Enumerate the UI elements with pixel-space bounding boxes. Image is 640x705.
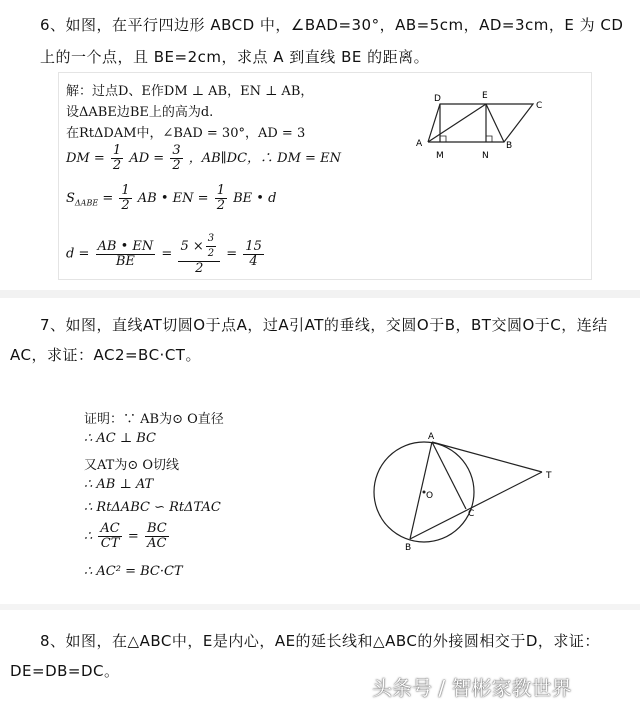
- q6-solution-line5: [66, 184, 276, 213]
- dm-eq-label: DM =: [66, 151, 105, 166]
- ad-eq-label: AD =: [129, 151, 165, 166]
- eq-sign-2: =: [226, 246, 238, 262]
- section-separator-2: [0, 604, 640, 610]
- q6-solution-line4: [66, 144, 341, 173]
- label-e: E: [482, 91, 488, 101]
- q7-line1: 7、如图，直线AT切圆O于点A，过A引AT的垂线，交圆O于B，BT交圆O于C，连结: [40, 316, 608, 334]
- q6-line1: 6、如图，在平行四边形 ABCD 中，∠BAD=30°，AB=5cm，AD=3cm，E 为 CD: [40, 16, 624, 34]
- q7-line2: AC，求证：AC2=BC·CT。: [10, 346, 201, 364]
- section-separator-1: [0, 290, 640, 298]
- q7-proof-line2: ∴ AC ⊥ BC: [84, 431, 156, 446]
- label-a: A: [428, 432, 435, 442]
- area-be-d: BE • d: [233, 191, 277, 206]
- area-eq-sign: =: [102, 191, 114, 206]
- q7-proof-line7: ∴ AC² = BC·CT: [84, 564, 183, 579]
- q7-proof-line5: ∴ RtΔABC ∽ RtΔTAC: [84, 500, 221, 515]
- fraction-ac-ct: $\frac{AC}{CT}$: [100, 521, 120, 551]
- q6-solution-line2: 设ΔABE边BE上的高为d.: [66, 105, 214, 120]
- q7-proof-line4: ∴ AB ⊥ AT: [84, 477, 154, 492]
- q6-line2: 上的一个点，且 BE=2cm，求点 A 到直线 BE 的距离。: [40, 48, 430, 66]
- label-d: D: [434, 94, 441, 104]
- fraction-one-half: $\frac{1}{2}$: [112, 143, 122, 173]
- q7-proof-line6: [84, 522, 171, 551]
- label-b: B: [506, 141, 513, 151]
- q6-solution-line3: 在RtΔDAM中，∠BAD = 30°，AD = 3: [66, 126, 306, 141]
- fraction-bc-ac: $\frac{BC}{AC}$: [146, 521, 167, 551]
- label-c: C: [536, 101, 543, 111]
- fraction-three-halves: $\frac{3}{2}$: [172, 143, 181, 173]
- fraction-one-half-a: $\frac{1}{2}$: [121, 183, 130, 213]
- q7-proof-line3: 又AT为⊙ O切线: [84, 458, 180, 473]
- parallel-note: ，AB∥DC，∴ DM = EN: [188, 151, 341, 166]
- watermark-text: 头条号 / 智彬家教世界: [372, 676, 572, 700]
- fraction-fifteen-quarters: $\frac{15}{4}$: [245, 238, 262, 269]
- parallelogram-diagram: [408, 86, 558, 166]
- circle-tangent-diagram: [360, 424, 580, 554]
- label-a: A: [416, 139, 423, 149]
- eq-sign-1: =: [161, 246, 173, 262]
- q6-solution-line1: 解：过点D、E作DM ⊥ AB，EN ⊥ AB，: [66, 84, 314, 99]
- fraction-ab-en-over-be: $\frac{AB • EN}{BE}$: [97, 238, 154, 269]
- label-o: O: [426, 491, 434, 501]
- label-m: M: [436, 151, 444, 161]
- label-b: B: [405, 543, 412, 553]
- fraction-one-half-b: $\frac{1}{2}$: [216, 183, 225, 213]
- area-symbol: S: [66, 191, 75, 206]
- q8-line2: DE=DB=DC。: [10, 662, 120, 680]
- q6-solution-line6: [66, 232, 266, 276]
- area-subscript: ΔABE: [74, 198, 99, 208]
- area-ab-en: AB • EN =: [137, 191, 209, 206]
- therefore-sign: ∴: [84, 529, 93, 544]
- proof-eq-sign: =: [127, 529, 139, 544]
- q8-line1: 8、如图，在△ABC中，E是内心，AE的延长线和△ABC的外接圆相交于D，求证：: [40, 632, 600, 650]
- fraction-five-times-three-halves: 5 × $\frac{3}{2}$ 2: [178, 232, 220, 276]
- label-n: N: [482, 151, 489, 161]
- q7-proof-line1: 证明：∵ AB为⊙ O直径: [84, 412, 224, 427]
- label-c: C: [468, 509, 475, 519]
- d-eq-label: d =: [66, 246, 90, 262]
- label-t: T: [546, 471, 552, 481]
